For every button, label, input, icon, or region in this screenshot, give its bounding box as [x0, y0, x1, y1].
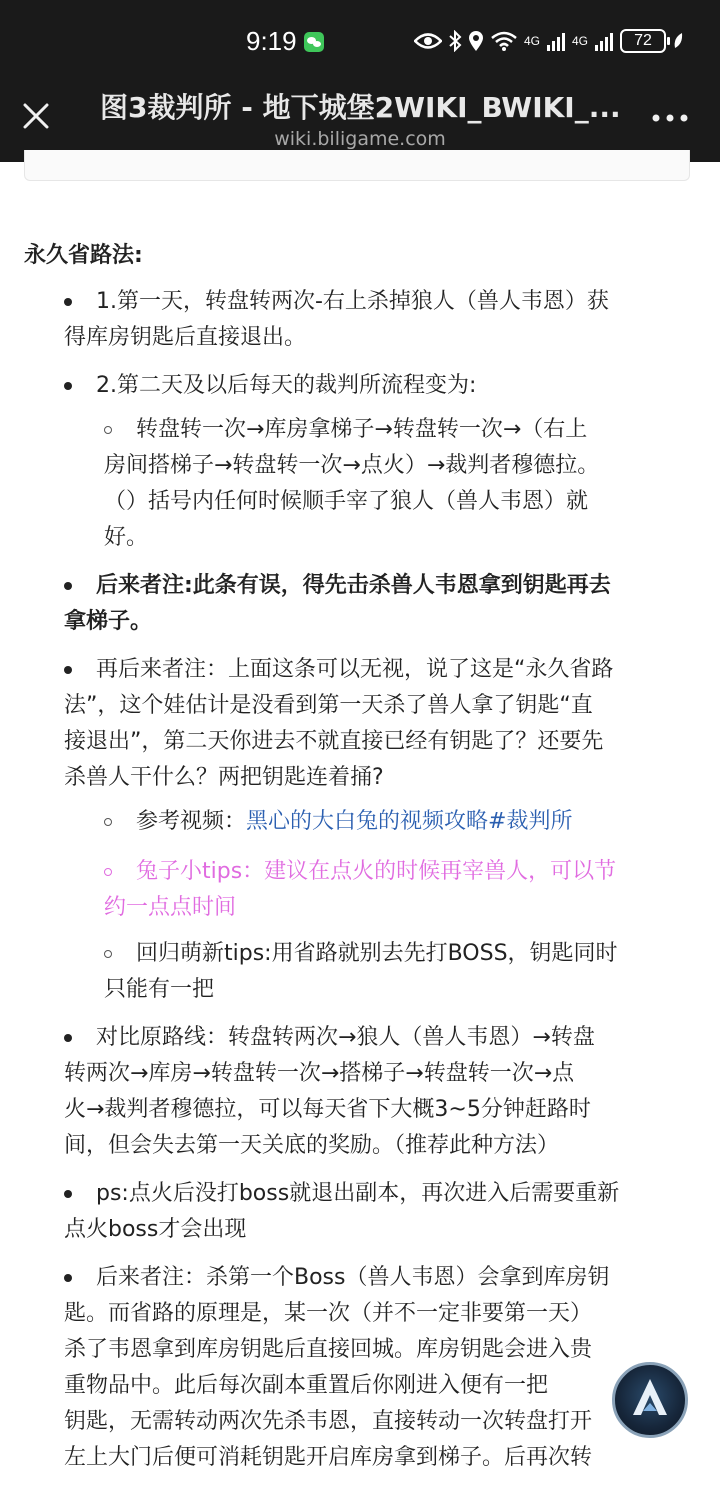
previous-card-edge — [24, 150, 690, 181]
eye-icon — [414, 32, 442, 50]
list-item-line: ps:点火后没打boss就退出副本，再次进入后需要重新 — [96, 1181, 620, 1206]
list-item-line: 转盘转一次→库房拿梯子→转盘转一次→（右上 — [136, 417, 588, 442]
bullet-dot — [64, 1034, 72, 1042]
list-item-line: 后来者注:此条有误，得先击杀兽人韦恩拿到钥匙再去 — [96, 573, 611, 598]
list-item-line: 回归萌新tips:用省路就别去先打BOSS，钥匙同时 — [136, 941, 618, 966]
battery-icon: 72 — [620, 29, 666, 53]
game-logo-icon — [615, 1365, 685, 1435]
list-item-line: 左上大门后便可消耗钥匙开启库房拿到梯子。后再次转 — [64, 1445, 593, 1470]
bullet-dot — [64, 298, 72, 306]
list-item-line: 法”，这个娃估计是没看到第一天杀了兽人拿了钥匙“直 — [64, 693, 593, 718]
list-item-line: 转两次→库房→转盘转一次→搭梯子→转盘转一次→点 — [64, 1061, 575, 1086]
location-icon — [468, 30, 484, 52]
network-label-1: 4G — [523, 34, 540, 48]
signal-icon — [594, 31, 614, 51]
list-item-line: 房间搭梯子→转盘转一次→点火）→裁判者穆德拉。 — [104, 453, 600, 478]
reference-video-label: 参考视频： — [136, 809, 247, 834]
page-url: wiki.biligame.com — [274, 128, 446, 150]
reference-video-line — [136, 804, 572, 840]
leaf-icon — [672, 32, 684, 50]
list-item-line: 重物品中。此后每次副本重置后你刚进入便有一把 — [64, 1373, 549, 1398]
bullet-circle — [104, 818, 112, 826]
list-item-line: 后来者注：杀第一个Boss（兽人韦恩）会拿到库房钥 — [96, 1265, 610, 1290]
bullet-circle — [104, 950, 112, 958]
list-item-line: 只能有一把 — [104, 977, 215, 1002]
list-item-line: 再后来者注：上面这条可以无视，说了这是“永久省路 — [96, 657, 614, 682]
video-guide-link[interactable]: 黑心的大白兔的视频攻略#裁判所 — [246, 809, 573, 834]
status-icons — [414, 26, 684, 56]
bullet-dot — [64, 1274, 72, 1282]
bluetooth-icon — [448, 30, 462, 52]
list-item-line: 拿梯子。 — [64, 609, 153, 634]
page-title: 图3裁判所 - 地下城堡2WIKI_BWIKI_... — [100, 91, 621, 124]
list-item-line: 接退出”，第二天你进去不就直接已经有钥匙了？还要先 — [64, 729, 604, 754]
list-item-line: 对比原路线：转盘转两次→狼人（兽人韦恩）→转盘 — [96, 1025, 595, 1050]
bullet-dot — [64, 582, 72, 590]
list-item-line: 1.第一天，转盘转两次-右上杀掉狼人（兽人韦恩）获 — [96, 289, 609, 314]
bullet-dot — [64, 1190, 72, 1198]
close-icon[interactable] — [20, 100, 52, 132]
floating-app-button[interactable] — [612, 1362, 688, 1438]
signal-icon — [546, 31, 566, 51]
section-title: 永久省路法: — [24, 243, 143, 268]
status-time: 9:19 — [246, 26, 297, 56]
status-bar — [0, 0, 720, 82]
wechat-icon — [304, 32, 324, 52]
more-options-icon[interactable] — [650, 110, 690, 126]
tips-line: 兔子小tips：建议在点火的时候再宰兽人，可以节 — [136, 859, 617, 884]
list-item-line: 点火boss才会出现 — [64, 1217, 247, 1242]
tips-line: 约一点点时间 — [104, 895, 237, 920]
bullet-circle — [104, 426, 112, 434]
list-item-line: 钥匙，无需转动两次先杀韦恩，直接转动一次转盘打开 — [64, 1409, 593, 1434]
list-item-line: （）括号内任何时候顺手宰了狼人（兽人韦恩）就 — [104, 489, 589, 514]
list-item-line: 2.第二天及以后每天的裁判所流程变为: — [96, 373, 477, 398]
list-item-line: 杀兽人干什么？两把钥匙连着捅? — [64, 765, 384, 790]
list-item-line: 匙。而省路的原理是，某一次（并不一定非要第一天） — [64, 1301, 593, 1326]
bullet-dot — [64, 666, 72, 674]
network-label-2: 4G — [571, 34, 588, 48]
list-item-line: 火→裁判者穆德拉，可以每天省下大概3~5分钟赶路时 — [64, 1097, 591, 1122]
bullet-dot — [64, 382, 72, 390]
bullet-circle — [104, 868, 112, 876]
list-item-line: 杀了韦恩拿到库房钥匙后直接回城。库房钥匙会进入贵 — [64, 1337, 593, 1362]
list-item-line: 好。 — [104, 525, 149, 550]
list-item-line: 间，但会失去第一天关底的奖励。（推荐此种方法） — [64, 1133, 560, 1158]
wifi-icon — [490, 30, 518, 52]
list-item-line: 得库房钥匙后直接退出。 — [64, 325, 307, 350]
